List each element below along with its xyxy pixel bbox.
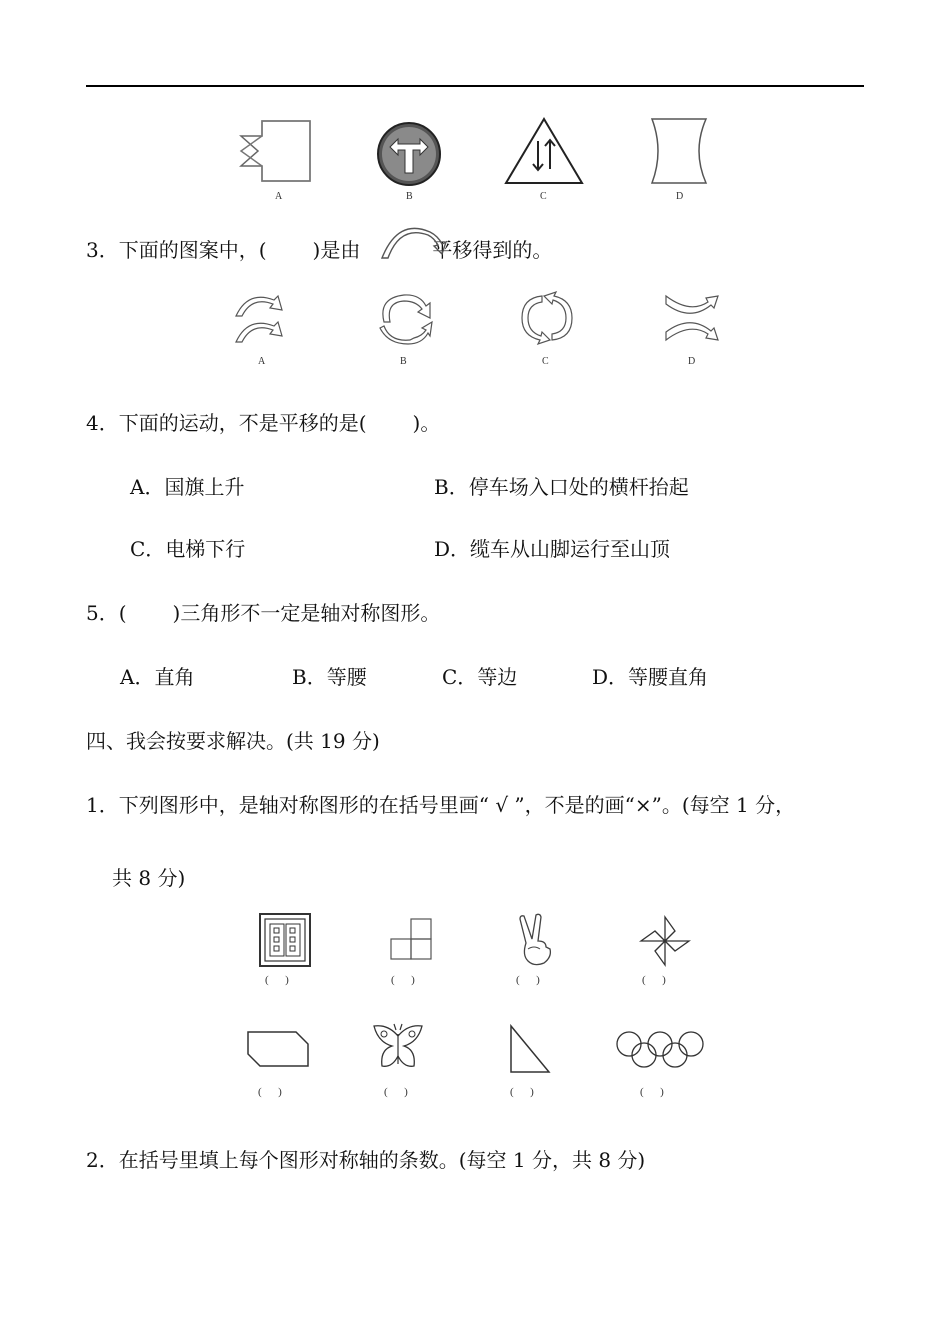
butterfly-icon [370, 1022, 426, 1074]
s4-question-1-line1: 1．下列图形中，是轴对称图形的在括号里画“ √ ”，不是的画“×”。(每空 1 分， [86, 793, 796, 817]
s4-question-2: 2．在括号里填上每个图形对称轴的条数。(每空 1 分，共 8 分) [86, 1148, 646, 1172]
option-d-arrows-icon [662, 292, 722, 344]
curved-shape-icon [646, 116, 712, 186]
q3-option-b: B [400, 356, 407, 367]
answer-paren[interactable]: ( ) [265, 974, 289, 986]
right-triangle-icon [508, 1024, 552, 1074]
answer-paren[interactable]: ( ) [391, 974, 415, 986]
q4-option-c: C．电梯下行 [130, 537, 246, 561]
answer-paren[interactable]: ( ) [640, 1086, 664, 1098]
olympic-rings-icon [614, 1030, 706, 1070]
answer-paren[interactable]: ( ) [258, 1086, 282, 1098]
q2-option-d: D [676, 191, 684, 202]
window-shape-icon [259, 913, 311, 967]
q5-option-c: C．等边 [442, 665, 518, 689]
answer-paren[interactable]: ( ) [642, 974, 666, 986]
option-c-arrows-icon [518, 292, 578, 344]
question-4: 4．下面的运动，不是平移的是( )。 [86, 411, 441, 435]
q3-option-c: C [542, 356, 549, 367]
q4-option-a: A．国旗上升 [130, 475, 245, 499]
victory-hand-icon [516, 913, 556, 967]
squares-shape-icon [390, 918, 434, 962]
q5-option-b: B．等腰 [292, 665, 367, 689]
q2-option-c: C [540, 191, 547, 202]
option-a-arrows-icon [232, 292, 292, 344]
triangle-sign-icon [504, 117, 584, 185]
option-b-arrows-icon [376, 292, 436, 344]
q2-option-a: A [275, 191, 283, 202]
q5-option-a: A．直角 [120, 665, 195, 689]
question-5: 5．( )三角形不一定是轴对称图形。 [86, 601, 441, 625]
curved-arrow-icon [378, 222, 454, 260]
arrow-left-shape-icon [238, 118, 313, 184]
answer-paren[interactable]: ( ) [510, 1086, 534, 1098]
q2-option-b: B [406, 191, 413, 202]
section-4-title: 四、我会按要求解决。(共 19 分) [86, 729, 380, 753]
q5-option-d: D．等腰直角 [592, 665, 709, 689]
q4-option-b: B．停车场入口处的横杆抬起 [434, 475, 689, 499]
q3-option-a: A [258, 356, 266, 367]
header-rule [86, 85, 864, 87]
q3-option-d: D [688, 356, 696, 367]
pinwheel-icon [637, 913, 693, 969]
question-3: 3．下面的图案中，( )是由 平移得到的。 [86, 238, 553, 262]
q4-option-d: D．缆车从山脚运行至山顶 [434, 537, 671, 561]
answer-paren[interactable]: ( ) [384, 1086, 408, 1098]
hexagon-shape-icon [246, 1030, 310, 1068]
answer-paren[interactable]: ( ) [516, 974, 540, 986]
traffic-sign-round-icon [376, 121, 442, 187]
s4-question-1-line2: 共 8 分) [112, 866, 186, 890]
